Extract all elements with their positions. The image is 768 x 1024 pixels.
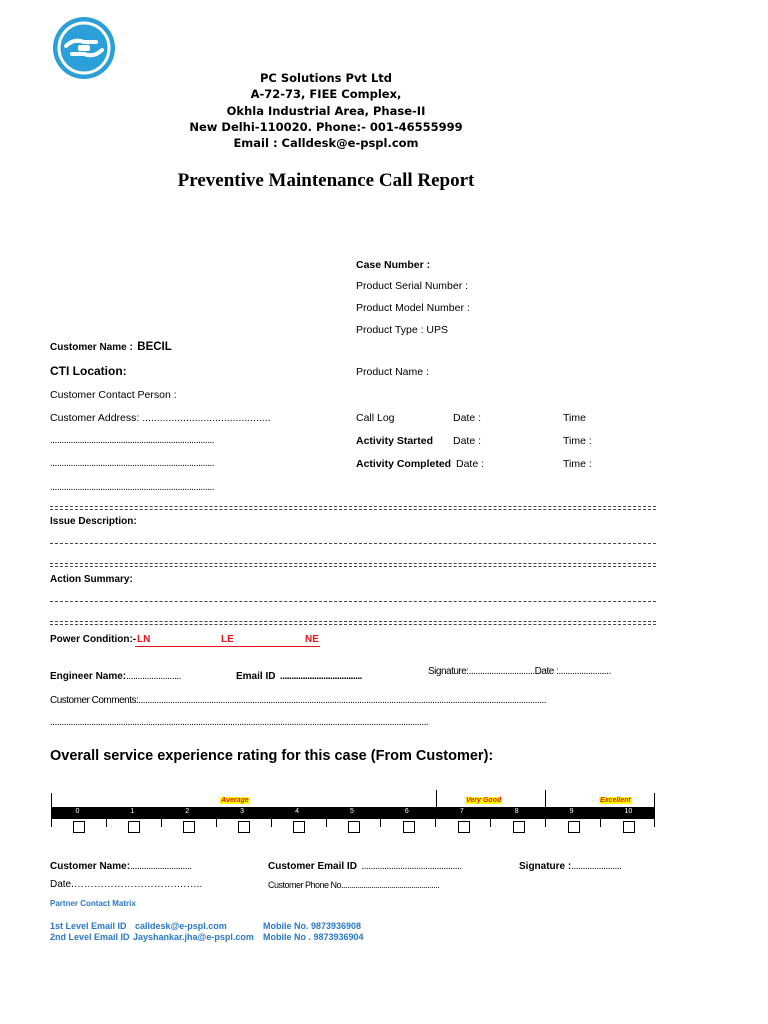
scale-tick (271, 807, 272, 827)
level2-email: Jayshankar.jha@e-pspl.com (133, 932, 254, 942)
signature-date-field: Signature:.............................Date :....................... (428, 666, 611, 677)
company-address-3: New Delhi-110020. Phone:- 001-46555999 (189, 120, 463, 134)
level2-label: 2nd Level Email ID (50, 932, 130, 942)
activity-completed-label: Activity Completed (356, 458, 452, 470)
footer-customer-email-dots: ............................................ (361, 861, 462, 872)
rating-scale-number: 8 (514, 808, 519, 815)
footer-customer-name-label: Customer Name: (50, 861, 131, 872)
call-log-date: Date : (453, 412, 482, 424)
engineer-row (50, 666, 181, 684)
rating-checkbox[interactable] (458, 821, 470, 833)
power-ne: NE (305, 634, 319, 645)
action-line (50, 601, 656, 602)
scale-tick (545, 807, 546, 827)
company-address-1: A-72-73, FIEE Complex, (250, 87, 402, 101)
divider (50, 566, 656, 567)
level2-mobile: Mobile No . 9873936904 (263, 932, 364, 942)
divider (50, 506, 656, 507)
footer-customer-name-dots: ........................... (130, 861, 192, 872)
scale-tick (106, 807, 107, 827)
activity-completed-time: Time : (563, 458, 592, 470)
rating-scale-number: 10 (624, 808, 633, 815)
company-name: PC Solutions Pvt Ltd (259, 71, 393, 85)
scale-tick (161, 807, 162, 827)
rating-checkbox[interactable] (73, 821, 85, 833)
rating-excellent-label: Excellent (600, 797, 631, 804)
rating-scale-number: 9 (569, 808, 574, 815)
divider (50, 509, 656, 510)
footer-customer-email (268, 856, 462, 874)
issue-line (50, 563, 656, 564)
power-condition-label: Power Condition:- (50, 634, 137, 645)
rating-checkbox[interactable] (128, 821, 140, 833)
power-ln: LN (137, 634, 151, 645)
rating-checkbox[interactable] (513, 821, 525, 833)
scale-tick (380, 807, 381, 827)
level1-label: 1st Level Email ID (50, 921, 127, 931)
activity-started-time: Time : (563, 435, 592, 447)
footer-signature-label: Signature : (519, 861, 572, 872)
rating-checkbox[interactable] (403, 821, 415, 833)
rating-scale-number: 2 (185, 808, 190, 815)
contact-person-label: Customer Contact Person : (50, 389, 177, 401)
address-line-4: ........................................................................ (50, 482, 215, 493)
scale-tick (326, 807, 327, 827)
activity-completed-date: Date : (456, 458, 485, 470)
rating-very-good-label: Very Good (466, 797, 502, 804)
customer-comments-label: Customer Comments:................................................................................................................................................................................... (50, 695, 547, 706)
rating-checkbox[interactable] (568, 821, 580, 833)
product-type-label: Product Type : UPS (356, 324, 449, 336)
rating-checkbox[interactable] (238, 821, 250, 833)
rating-scale-number: 0 (75, 808, 80, 815)
power-le: LE (221, 634, 234, 645)
rating-scale-number: 3 (240, 808, 245, 815)
footer-customer-name (50, 856, 192, 874)
rating-scale-number: 1 (130, 808, 135, 815)
power-underline (135, 646, 320, 647)
customer-address-label: Customer Address: ............................................ (50, 412, 271, 424)
email-id-row (236, 666, 362, 684)
partner-contact-title: Partner Contact Matrix (50, 899, 136, 908)
customer-name-label: Customer Name : (50, 342, 133, 353)
case-number-label: Case Number : (356, 259, 431, 271)
activity-started-label: Activity Started (356, 435, 434, 447)
email-id-label: Email ID (236, 671, 276, 682)
level1-email: calldesk@e-pspl.com (135, 921, 227, 931)
rating-scale-bar (51, 807, 655, 819)
level1-mobile: Mobile No. 9873936908 (263, 921, 362, 931)
address-line-2: ........................................................................ (50, 435, 215, 446)
company-address-2: Okhla Industrial Area, Phase-II (226, 104, 426, 118)
footer-signature (519, 856, 621, 874)
product-name-label: Product Name : (356, 366, 429, 378)
footer-customer-email-label: Customer Email ID (268, 861, 357, 872)
call-log-label: Call Log (356, 412, 395, 424)
scale-tick (490, 807, 491, 827)
customer-name-row (50, 337, 172, 355)
call-log-time: Time (563, 412, 586, 424)
customer-name-value: BECIL (137, 341, 172, 353)
footer-date: Date.………………………….…….. (50, 879, 203, 890)
action-summary-label: Action Summary: (50, 574, 133, 585)
rating-checkbox[interactable] (348, 821, 360, 833)
rating-title: Overall service experience rating for this case (From Customer): (50, 748, 494, 764)
action-line (50, 621, 656, 622)
product-serial-label: Product Serial Number : (356, 280, 469, 292)
rating-scale-number: 4 (295, 808, 299, 815)
company-email: Email : Calldesk@e-pspl.com (233, 136, 419, 150)
rating-average-label: Average (221, 797, 249, 804)
scale-tick (600, 807, 601, 827)
rating-checkbox[interactable] (293, 821, 305, 833)
product-model-label: Product Model Number : (356, 302, 470, 314)
activity-started-date: Date : (453, 435, 482, 447)
page-title: Preventive Maintenance Call Report (177, 170, 475, 191)
engineer-name-dots: ........................ (126, 671, 181, 682)
rating-scale-number: 6 (404, 808, 409, 815)
scale-tick (435, 807, 436, 827)
issue-line (50, 543, 656, 544)
footer-signature-dots: ...................... (571, 861, 622, 872)
email-id-dots: .................................... (279, 671, 362, 682)
address-line-3: ........................................................................ (50, 458, 215, 469)
footer-phone: Customer Phone No................................................. (268, 880, 440, 890)
divider (50, 624, 656, 625)
scale-tick (216, 807, 217, 827)
rating-checkbox[interactable] (623, 821, 635, 833)
customer-comments-line: ...................................................................................................................................................................... (50, 717, 429, 728)
rating-checkbox[interactable] (183, 821, 195, 833)
rating-scale-number: 5 (350, 808, 354, 815)
issue-description-label: Issue Description: (50, 516, 137, 527)
rating-scale-number: 7 (459, 808, 464, 815)
engineer-name-label: Engineer Name: (50, 671, 127, 682)
cti-location-label: CTI Location: (50, 364, 127, 378)
